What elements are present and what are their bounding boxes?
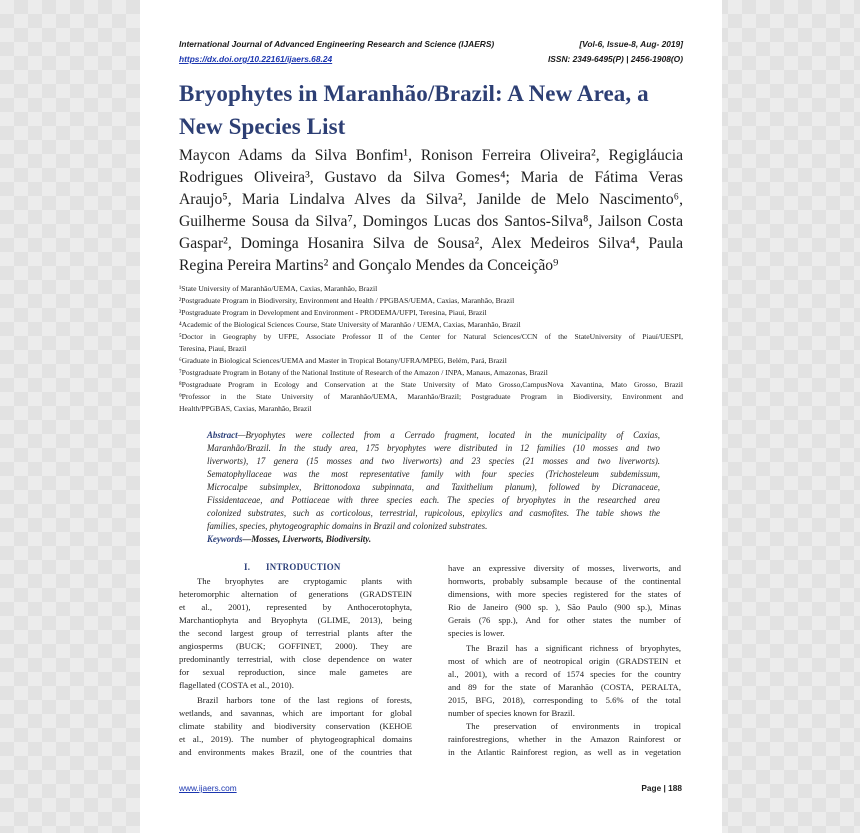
journal-website-link[interactable]: www.ijaers.com [179,783,237,793]
left-column-line: predominantly terrestrial, with close dependence on water [179,654,412,664]
affiliation-line: ³Postgraduate Program in Development and Environment - PRODEMA/UFPI, Teresina, Piauí, Brazil [179,308,487,317]
abstract-text: —Bryophytes were collected from a Cerrado fragment, located in the municipality of Caxias, [237,430,660,440]
left-column-line: and environments makes Brazil, one of the countries that [179,747,412,757]
left-column-line: Brazil harbors tone of the last regions of forests, [197,695,412,705]
left-column-line: the second largest group of terrestrial plants after the [179,628,412,638]
abstract-line: colonized substrates, such as corticolous, terrestrial, rupicolous, epixylics and casmofites. The table shows the [207,508,660,518]
affiliation-line: Health/PPGBAS, Caxias, Maranhão, Brazil [179,404,312,413]
affiliation-line: ²Postgraduate Program in Biodiversity, Environment and Health / PPGBAS/UEMA, Caxias, Maranhão, Brazil [179,296,515,305]
issn-info: ISSN: 2349-6495(P) | 2456-1908(O) [547,54,683,64]
left-column-line: wetlands, and savannas, which are important for global [179,708,412,718]
left-column-line: et al., 2019). The number of phytogeographical domains [179,734,412,744]
left-column-line: heteromorphic alternation of generations (GRADSTEIN [179,589,412,599]
left-column-line: et al., 2001), represented by Anthocerotophyta, [179,602,412,612]
left-column-line: angiosperms (BUCK; GOFFINET, 2000). They are [179,641,412,651]
right-column-line: The Brazil has a significant richness of bryophytes, [466,643,681,653]
author-line: Maycon Adams da Silva Bonfim¹, Ronison Ferreira Oliveira², Regigláucia [179,147,683,164]
paper-title-line-2: New Species List [179,114,346,139]
abstract-line [207,429,660,442]
right-column-line: hornworts, probably subsample because of the continental [448,576,681,586]
keywords-label: Keywords [207,534,243,544]
affiliation-line: ⁸Postgraduate Program in Ecology and Conservation at the State University of Mato Grosso,CampusNova Xavantina, Mato Grosso, Brazil [179,380,683,389]
right-column-line: dimensions, with more species registered for the states of [448,589,681,599]
journal-name: International Journal of Advanced Engineering Research and Science (IJAERS) [179,39,495,49]
left-column-line: for sexual reproduction, since male gametes are [179,667,412,677]
keywords-text: —Mosses, Liverworts, Biodiversity. [242,534,372,544]
abstract-line: Maranhão/Brazil. In the study area, 175 bryophytes were distributed in 12 families (10 mosses and two [207,443,660,453]
abstract-line: liverworts), 17 genera (15 mosses and two liverworts) and 23 species (21 mosses and two liverworts). [207,456,660,466]
right-column-line: have an expressive diversity of mosses, liverworts, and [448,563,681,573]
right-column-line: species is lower. [448,628,505,638]
abstract-line: Sematophyllaceae was the most representative family with four species (Trichosteleum subdemissum, [207,469,660,479]
left-column-line: The bryophytes are cryptogamic plants with [197,576,412,586]
author-line: Araujo⁵, Maria Lindalva Alves da Silva², Janilde de Melo Nascimento⁶, [179,191,683,208]
author-line: Regina Pereira Martins² and Gonçalo Mendes da Conceição⁹ [179,257,559,274]
section-heading: INTRODUCTION [266,562,341,572]
doi-link[interactable]: https://dx.doi.org/10.22161/ijaers.68.24 [179,54,333,64]
section-number: I. [244,562,251,572]
keywords-line [207,533,660,546]
right-column-line: al., 2001), with a record of 1574 species for the country [448,669,681,679]
right-column-line: number of species known for Brazil. [448,708,575,718]
author-line: Guilherme Sousa da Silva⁷, Domingos Lucas dos Santos-Silva⁸, Jailson Costa [179,213,683,230]
abstract-line: families, species, phytogeographic domains in Brazil and colonized substrates. [207,521,488,531]
paper-page [140,0,722,833]
left-column-line: flagellated (COSTA et al., 2010). [179,680,294,690]
affiliation-line: ⁵Doctor in Geography by UFPE, Associate Professor II of the Center for Natural Sciences/CCN of the StateUniversity of Piauí/UESPI, [179,332,683,341]
right-column-line: 2015, BFG, 2018), corresponding to 5.6% of the total [448,695,681,705]
page-number: Page | 188 [641,783,682,793]
right-column-line: rainforestregions, whether in the Amazon Rainforest or [448,734,681,744]
paper-title-line-1: Bryophytes in Maranhão/Brazil: A New Area, a [179,81,649,106]
right-column-line: Gerais (76 spp.), And for other states the number of [448,615,681,625]
right-column-line: Rio de Janeiro (900 sp. ), São Paulo (900 sp.), Minas [448,602,681,612]
right-column-line: and 89 for the state of Maranhão (COSTA, PERALTA, [448,682,681,692]
author-line: Rodrigues Oliveira³, Gustavo da Silva Gomes⁴; Maria de Fátima Veras [179,169,683,186]
affiliation-line: ⁷Postgraduate Program in Botany of the National Institute of Research of the Amazon / INPA, Manaus, Amazonas, Brazil [179,368,548,377]
affiliation-line: ⁴Academic of the Biological Sciences Course, State University of Maranhão / UEMA, Caxias, Maranhão, Brazil [179,320,521,329]
volume-info: [Vol-6, Issue-8, Aug- 2019] [579,39,683,49]
right-column-line: in the Atlantic Rainforest region, as well as in vegetation [448,747,681,757]
abstract-label: Abstract [207,430,238,440]
affiliation-line: ¹State University of Maranhão/UEMA, Caxias, Maranhão, Brazil [179,284,378,293]
left-column-line: Marchantiophyta and Bryophyta (GLIME, 2013), being [179,615,412,625]
affiliation-line: ⁹Professor in the State University of Maranhão/UEMA, Maranhão/Brazil; Postgraduate Program in Biodiversity, Environment and [179,392,683,401]
affiliation-line: ⁶Graduate in Biological Sciences/UEMA and Master in Tropical Botany/UFRA/MPEG, Belém, Pará, Brazil [179,356,507,365]
abstract-line: Fissidentaceae, and Pottiaceae with three species each. The species of bryophytes in the researched area [207,495,660,505]
right-column-line: most of which are of neotropical origin (GRADSTEIN et [448,656,681,666]
left-column-line: climate stability and biodiversity conservation (KEHOE [179,721,412,731]
abstract-line: Microcalpe subsimplex, Brittonodoxa subpinnata, and Taxithelium planum), followed by Dicranaceae, [207,482,660,492]
affiliation-line: Teresina, Piauí, Brazil [179,344,247,353]
right-column-line: The preservation of environments in tropical [466,721,681,731]
author-line: Gaspar², Dominga Hosanira Silva de Sousa², Alex Medeiros Silva⁴, Paula [179,235,683,252]
